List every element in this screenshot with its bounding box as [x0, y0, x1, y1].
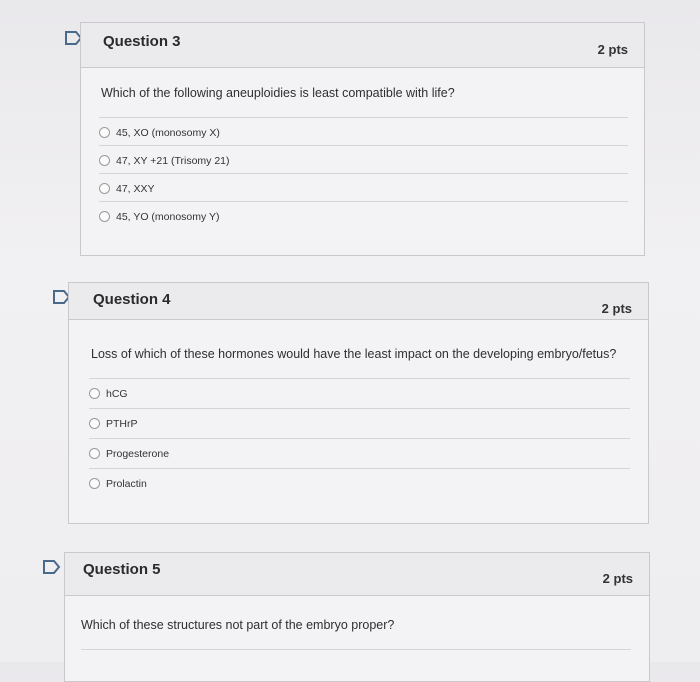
flag-question-icon[interactable]: [42, 559, 62, 575]
answer-label: Progesterone: [106, 447, 170, 460]
question-header: [69, 283, 648, 320]
answer-label: 47, XXY: [116, 182, 155, 195]
question-header: [65, 553, 649, 596]
question-card: [68, 282, 649, 524]
question-title: Question 4: [93, 291, 171, 308]
answer-label: PTHrP: [106, 417, 138, 430]
answer-label: 47, XY +21 (Trisomy 21): [116, 154, 230, 167]
answer-label: Prolactin: [106, 477, 147, 490]
question-points: 2 pts: [597, 42, 628, 57]
answer-option[interactable]: [99, 201, 628, 231]
radio-button[interactable]: [89, 418, 100, 429]
option-divider: [81, 649, 631, 650]
answer-option[interactable]: [99, 145, 628, 175]
answer-option[interactable]: [89, 438, 630, 468]
radio-button[interactable]: [89, 478, 100, 489]
answer-option[interactable]: [99, 173, 628, 203]
question-text: Which of these structures not part of the embryo proper?: [81, 618, 395, 632]
question-title: Question 3: [103, 33, 181, 50]
question-title: Question 5: [83, 561, 161, 578]
question-text: Which of the following aneuploidies is least compatible with life?: [101, 86, 455, 100]
answer-label: 45, YO (monosomy Y): [116, 210, 220, 223]
radio-button[interactable]: [99, 127, 110, 138]
answer-option[interactable]: [89, 378, 630, 408]
question-card: [64, 552, 650, 682]
question-text: Loss of which of these hormones would have the least impact on the developing embryo/fetus?: [91, 347, 617, 361]
answer-option[interactable]: [89, 468, 630, 498]
question-points: 2 pts: [602, 571, 633, 586]
radio-button[interactable]: [89, 448, 100, 459]
answer-label: 45, XO (monosomy X): [116, 126, 220, 139]
radio-button[interactable]: [89, 388, 100, 399]
question-points: 2 pts: [601, 301, 632, 316]
radio-button[interactable]: [99, 211, 110, 222]
question-header: [81, 23, 644, 68]
question-card: [80, 22, 645, 256]
answer-label: hCG: [106, 387, 128, 400]
radio-button[interactable]: [99, 155, 110, 166]
answer-option[interactable]: [89, 408, 630, 438]
radio-button[interactable]: [99, 183, 110, 194]
answer-option[interactable]: [99, 117, 628, 147]
